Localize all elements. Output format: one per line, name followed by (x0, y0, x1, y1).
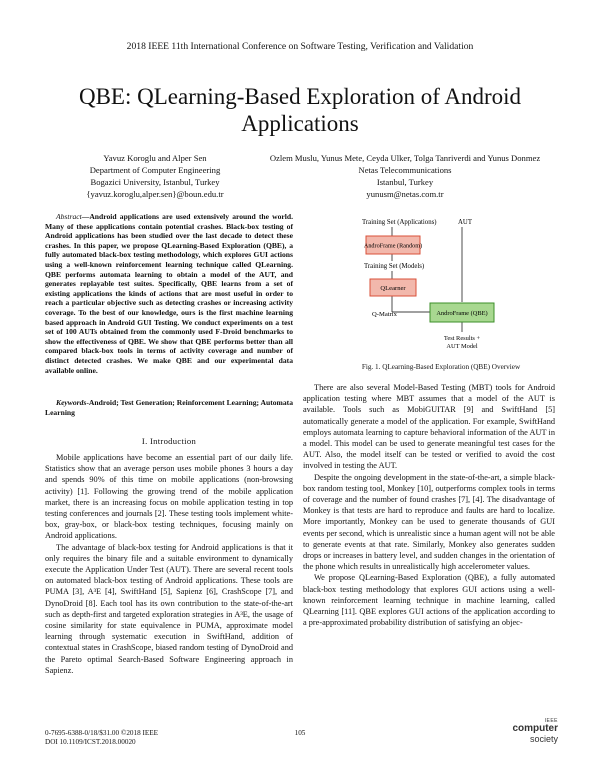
right-column (303, 382, 555, 628)
author-names: Ozlem Muslu, Yunus Mete, Ceyda Ulker, Tolga Tanriverdi and Yunus Donmez (269, 153, 541, 163)
logo-sub: society (529, 734, 558, 744)
conference-header: 2018 IEEE 11th International Conference on Software Testing, Verification and Validation (126, 41, 474, 52)
author-email: yunusm@netas.com.tr (366, 189, 444, 199)
keywords-text: -Android; Test Generation; Reinforcement Learning; Automata Learning (45, 398, 294, 417)
logo-main: computer (512, 723, 558, 734)
footer-doi: DOI 10.1109/ICST.2018.00020 (45, 738, 136, 746)
logo-top: IEEE (544, 718, 558, 724)
box-androframe-qbe-label: AndroFrame (QBE) (436, 310, 488, 317)
author-email: {yavuz.koroglu,alper.sen}@boun.edu.tr (86, 189, 224, 199)
label-qmatrix: Q-Matrix (372, 311, 397, 318)
label-training-models: Training Set (Models) (364, 263, 425, 270)
paragraph: We propose QLearning-Based Exploration (QBE), a fully automated black-box testing methodology that explores GUI actions using a well-known reinforcement learning technique in machine learning, called QLearning [11]. QBE explores GUI actions of the application according to a pre-approximated probability distribution of satisfying an objec- (303, 573, 555, 628)
label-results-1: Test Results + (443, 335, 481, 342)
figure-caption: Fig. 1. QLearning-Based Exploration (QBE) Overview (361, 363, 521, 371)
keywords-label: Keywords (56, 398, 87, 407)
author-block-right (250, 152, 560, 200)
label-aut: AUT (458, 219, 472, 226)
computer-society-logo (498, 718, 558, 744)
box-qlearner-label: QLearner (380, 285, 406, 292)
author-dept: Department of Computer Engineering (89, 165, 221, 175)
section-heading: I. Introduction (141, 436, 197, 446)
paragraph: Mobile applications have become an essential part of our daily life. Statistics show that an average person uses mobile phones 3 hours a day and spends 90% of this time on mobile applications (non-browsing activity) [1]. Following the growing trend of the mobile application market, there is an increasing focus on mobile application testing in top testing conferences and journals [2]. These testing tools implement white-box, gray-box, or black-box testing techniques, focusing mainly on Android applications. (45, 453, 293, 541)
paper-title: QBE: QLearning-Based Exploration of Android Applications (78, 84, 522, 136)
paragraph: The advantage of black-box testing for Android applications is that it only requires the binary file and a suitable environment to dynamically execute the Application Under Test (AUT). There are several recent tools on automated black-box testing of Android applications. These tools are PUMA [3], A³E [4], SwiftHand [5], Sapienz [6], CrashScope [7], and DynoDroid [8]. Each tool has its own contribution to the state-of-the-art such as depth-first and targeted exploration strategies in A³E, the usage of cosine similarity for state equivalence in PUMA, approximate model learning through systematic execution in SwiftHand, addition of contextual states in CrashScope, biased random testing of DynoDroid and the Pareto optimal Search-Based Software Engineering approach in Sapienz. (45, 542, 293, 675)
abstract-label: Abstract (56, 212, 82, 221)
author-city: Istanbul, Turkey (376, 177, 434, 187)
keywords (45, 398, 293, 417)
abstract-text: —Android applications are used extensively around the world. Many of these applications contain potential crashes. Black-box testing of Android applications has been studied over the last decade to detect these crashes. In this paper, we propose QLearning-Based Exploration (QBE), a fully automated black-box testing methodology, which explores GUI actions using a well-known reinforcement learning technique called QLearning. QBE performs automata learning to obtain a model of the AUT, and generates replayable test suites. Specifically, QBE learns from a set of existing applications the kinds of actions that are most useful in order to reach a particular objective such as detecting crashes or increasing activity coverage. To the best of our knowledge, ours is the first machine learning based approach in Android GUI Testing. We conduct experiments on a test set of 100 AUTs obtained from the commonly used F-Droid benchmarks to show the effectiveness of QBE. We show that QBE performs better than all compared black-box tools in terms of activity coverage and number of distinct detected crashes. We make QBE and our experimental data available online. (45, 212, 293, 375)
footer-ids (45, 729, 158, 747)
box-androframe-random-label: AndroFrame (Random) (363, 242, 423, 250)
author-affiliation: Bogazici University, Istanbul, Turkey (90, 177, 220, 187)
intro-column (45, 452, 293, 676)
page-number: 105 (294, 729, 306, 737)
paragraph: Despite the ongoing development in the state-of-the-art, a simple black-box random testing tool, Monkey [10], outperforms complex tools in terms of coverage and the number of found crashes [7], [4]. The disadvantage of Monkey is that tests are hard to reproduce and faults are hard to localize. More importantly, Monkey can be used to generate thousands of GUI events per second, which is unrealistic since a human agent will not be able to generate events at that rate. Similarly, Monkey also generates sudden drops or increases in battery level, and sudden changes in the orientation of the phone which results in unrealistically high accelerometer values. (303, 472, 555, 572)
abstract (45, 212, 293, 375)
paragraph: There are also several Model-Based Testing (MBT) tools for Android application testing where MBT assumes that a model of the AUT is available. Tools such as MobiGUITAR [9] and SwiftHand [5] automatically generate a model of the application. For example, SwiftHand employs automata learning to capture behavioral information of the AUT in a model. This model can be used to generate meaningful test cases for the AUT. Also, the model itself can be tested or verified to avoid the cost involved in testing the AUT. (303, 383, 555, 471)
author-block-left (60, 152, 250, 200)
footer-isbn: 0-7695-6388-0/18/$31.00 ©2018 IEEE (45, 729, 159, 737)
qbe-overview-diagram (358, 216, 528, 356)
author-affiliation: Netas Telecommunications (358, 165, 452, 175)
label-training-apps: Training Set (Applications) (362, 219, 437, 226)
author-names: Yavuz Koroglu and Alper Sen (103, 153, 207, 163)
label-results-2: AUT Model (446, 343, 478, 350)
